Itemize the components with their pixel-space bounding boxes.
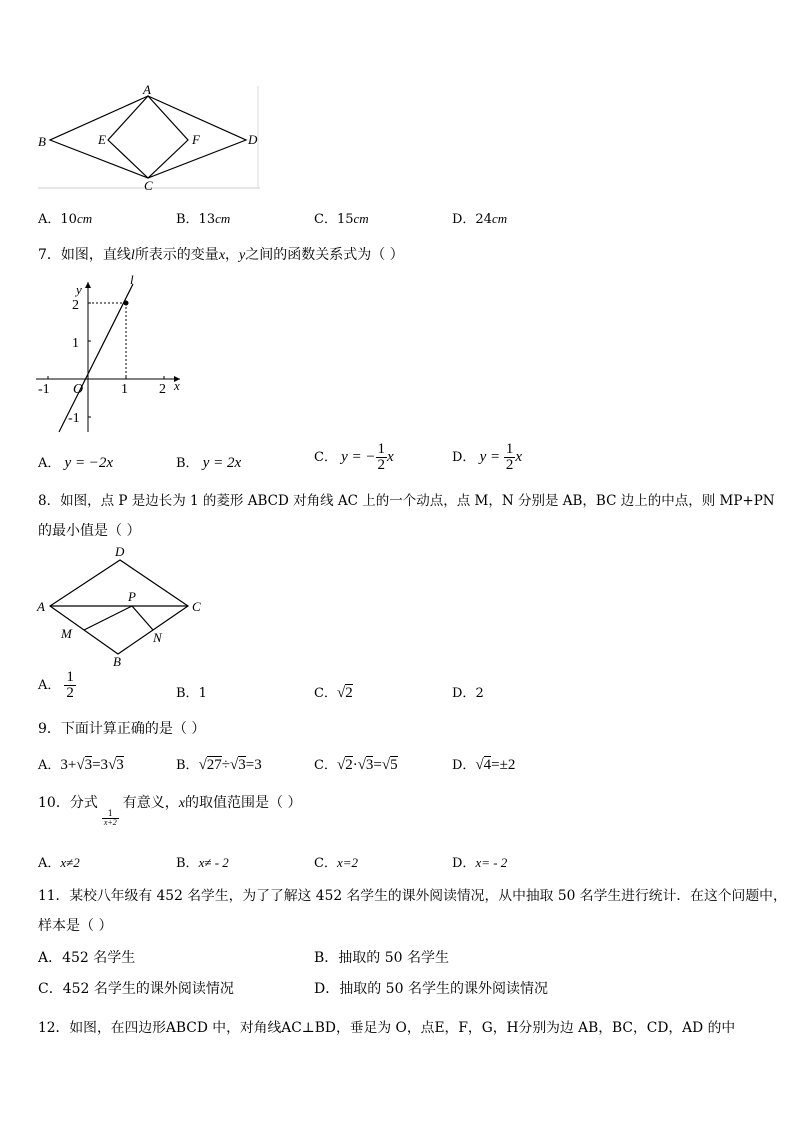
q7-text2: 所表示的变量 — [134, 247, 219, 263]
q9-option-c[interactable] — [314, 754, 398, 774]
q6-unit: cm — [76, 211, 93, 226]
q10-option-a-expr: x≠2 — [60, 855, 80, 870]
q6-option-b-text: B．13 — [176, 212, 216, 227]
q7-option-b-expr: y = 2x — [202, 455, 242, 471]
q8-option-a-label: A． — [38, 678, 61, 693]
q7-ytick-neg1: -1 — [68, 411, 80, 426]
q7-stem — [38, 244, 404, 264]
q9-option-a[interactable] — [38, 754, 124, 774]
q10-option-c-expr: x=2 — [336, 855, 358, 870]
q9-option-a-expr: 3+√3=3√3 — [60, 757, 124, 773]
q11-option-a[interactable]: A．452 名学生 — [38, 950, 136, 966]
q7-text3: 之间的函数关系式为（ ） — [245, 247, 404, 263]
q11-stem-line2: 样本是（ ） — [38, 918, 113, 934]
q11-option-d[interactable]: D．抽取的 50 名学生的课外阅读情况 — [314, 981, 548, 997]
q8-stem-line1: 8．如图，点 P 是边长为 1 的菱形 ABCD 对角线 AC 上的一个动点，点 M，N 分别是 AB，BC 边上的中点，则 MP+PN — [38, 493, 775, 509]
q7-line-l — [59, 284, 133, 432]
q8-option-c-sqrt: √2 — [336, 685, 353, 701]
q7-origin: O — [73, 382, 84, 397]
q6-option-d-text: D．24 — [452, 212, 492, 227]
q9-option-d-expr: √4=±2 — [475, 757, 516, 773]
q7-option-c-frac: $\frac{1}{2}$ — [377, 441, 385, 473]
q6-label-A: A — [143, 82, 151, 97]
q8-label-P: P — [128, 589, 136, 604]
q8-option-d-text: 2 — [475, 686, 484, 701]
q6-label-C: C — [144, 178, 153, 193]
q10-var: x — [178, 796, 185, 811]
q7-option-a[interactable] — [38, 452, 113, 472]
q8-option-c-label: C． — [314, 686, 337, 701]
q6-option-c-text: C．15 — [314, 212, 354, 227]
q7-var-l: l — [130, 248, 135, 263]
q10-option-c[interactable] — [314, 852, 358, 871]
q7-option-b-label: B． — [176, 456, 199, 471]
q8-label-C: C — [192, 599, 201, 614]
q10-option-d-label: D． — [452, 856, 476, 871]
q10-pre: 10．分式 — [38, 795, 98, 811]
q7-option-d-frac: $\frac{1}{2}$ — [505, 441, 514, 473]
q9-option-b-expr: √27÷√3=3 — [198, 757, 262, 773]
q8-label-B: B — [113, 654, 121, 669]
q7-option-d-pre: y = — [479, 449, 504, 465]
q7-var-x: x — [218, 248, 226, 263]
q9-option-d-label: D． — [452, 758, 476, 773]
q7-ytick-1: 1 — [72, 336, 79, 351]
q7-line-label: l — [130, 272, 134, 287]
q8-label-A: A — [37, 599, 45, 614]
q7-xtick-2: 2 — [159, 382, 166, 397]
q6-label-B: B — [38, 134, 46, 149]
q8-option-c[interactable] — [314, 682, 353, 702]
q7-point — [124, 301, 129, 306]
q7-option-c-pre: y = − — [341, 449, 376, 465]
q7-text: 7．如图，直线 — [38, 247, 131, 263]
q8-label-M: M — [61, 626, 72, 641]
q8-stem-line2: 的最小值是（ ） — [38, 523, 141, 539]
q7-option-b[interactable] — [176, 452, 241, 472]
q9-option-c-expr: √2·√3=√5 — [336, 757, 398, 773]
q11-stem-line1: 11．某校八年级有 452 名学生，为了了解这 452 名学生的课外阅读情况，从中抽取 50 名学生进行统计．在这个问题中， — [38, 888, 787, 904]
q6-figure — [32, 82, 264, 194]
q8-label-D: D — [115, 544, 125, 559]
q7-option-d-post: x — [515, 449, 523, 465]
q10-stem — [38, 792, 301, 827]
q6-option-b[interactable] — [176, 208, 230, 227]
q8-option-d-label: D． — [452, 686, 476, 701]
q8-option-a-frac: $\frac{1}{2}$ — [66, 669, 74, 701]
q6-unit: cm — [215, 211, 231, 226]
q7-option-c-label: C． — [314, 450, 337, 465]
q7-sep: ， — [225, 247, 240, 263]
q6-option-a[interactable] — [38, 208, 92, 227]
q8-option-a[interactable] — [38, 670, 76, 701]
q8-option-b-text: 1 — [198, 686, 207, 701]
q9-option-d[interactable] — [452, 754, 515, 774]
q6-label-E: E — [98, 132, 106, 147]
q6-unit: cm — [353, 211, 369, 226]
q7-option-a-expr: y = −2x — [64, 455, 114, 471]
q7-var-y: y — [239, 248, 246, 263]
q6-option-c[interactable] — [314, 208, 369, 227]
q8-option-b-label: B． — [176, 686, 199, 701]
q10-option-a[interactable] — [38, 852, 80, 871]
q8-option-b[interactable] — [176, 682, 207, 701]
q11-option-b[interactable]: B．抽取的 50 名学生 — [314, 950, 450, 966]
q10-option-b-label: B． — [176, 856, 199, 871]
q8-figure — [32, 542, 212, 670]
q6-option-d[interactable] — [452, 208, 507, 227]
q7-option-c[interactable] — [314, 442, 394, 473]
q8-option-d[interactable] — [452, 682, 484, 701]
q6-unit: cm — [491, 211, 508, 226]
q7-graph — [32, 272, 192, 436]
q9-option-b-label: B． — [176, 758, 199, 773]
q9-stem: 9．下面计算正确的是（ ） — [38, 721, 206, 737]
q7-ylabel: y — [76, 282, 82, 297]
q7-option-a-label: A． — [38, 456, 61, 471]
q12-stem-line1: 12．如图，在四边形ABCD 中，对角线AC⊥BD，垂足为 O，点E，F，G，H分别为边 AB，BC，CD，AD 的中 — [38, 1020, 736, 1036]
q10-option-d-expr: x= - 2 — [475, 855, 508, 870]
q6-option-a-text: A．10 — [38, 212, 77, 227]
q7-ytick-2: 2 — [72, 298, 79, 313]
q6-label-F: F — [192, 132, 200, 147]
q10-option-d[interactable] — [452, 852, 507, 871]
q10-post: 有意义， — [122, 795, 179, 811]
q7-xtick-neg1: -1 — [38, 382, 50, 397]
q7-option-c-post: x — [387, 449, 394, 465]
q10-option-a-label: A． — [38, 856, 61, 871]
q10-option-b-expr: x≠ - 2 — [198, 855, 229, 870]
q10-option-b[interactable] — [176, 852, 229, 871]
q10-option-c-label: C． — [314, 856, 337, 871]
q9-option-a-label: A． — [38, 758, 61, 773]
q6-label-D: D — [248, 132, 258, 147]
q9-option-b[interactable] — [176, 754, 262, 774]
q8-label-N: N — [153, 630, 162, 645]
q7-option-d-label: D． — [452, 450, 476, 465]
q10-post2: 的取值范围是（ ） — [185, 795, 302, 811]
q7-option-d[interactable] — [452, 442, 522, 473]
q10-fraction: $\frac{1}{x+2}$ — [103, 809, 117, 827]
q7-xlabel: x — [174, 378, 180, 393]
q9-option-c-label: C． — [314, 758, 337, 773]
q7-xtick-1: 1 — [121, 382, 128, 397]
q11-option-c[interactable]: C．452 名学生的课外阅读情况 — [38, 981, 234, 997]
